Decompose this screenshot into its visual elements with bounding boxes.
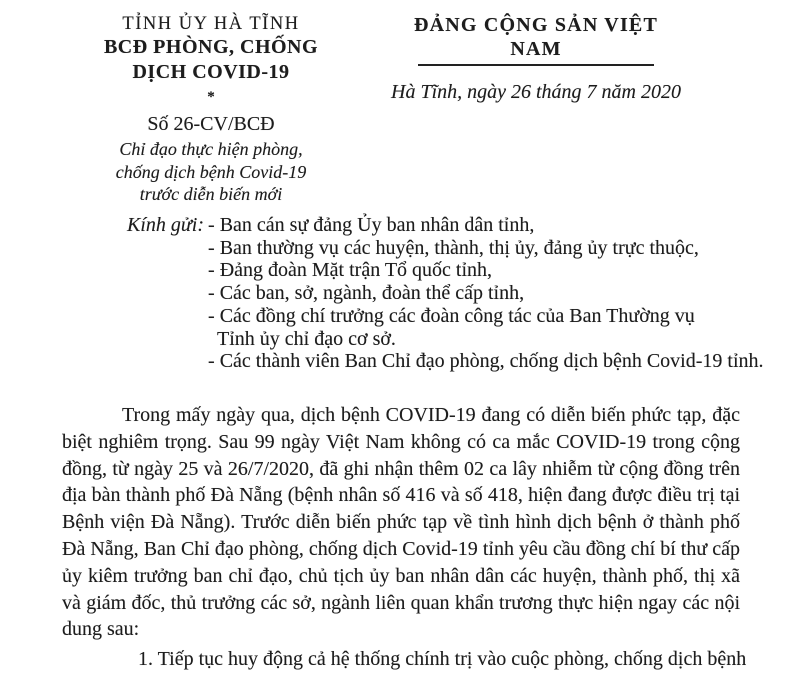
subject-line-1: Chỉ đạo thực hiện phòng,	[119, 139, 303, 159]
star-separator: *	[207, 89, 215, 105]
salutation-section	[127, 214, 777, 373]
place-date-line: Hà Tĩnh, ngày 26 tháng 7 năm 2020	[391, 81, 681, 103]
subject-line-2: chống dịch bệnh Covid-19	[115, 161, 307, 182]
national-header-block	[386, 13, 686, 104]
recipient-line-4: - Các ban, sở, ngành, đoàn thể cấp tỉnh,	[208, 282, 525, 305]
org-name-line: TỈNH ỦY HÀ TĨNH	[122, 14, 300, 34]
body-paragraph: Trong mấy ngày qua, dịch bệnh COVID-19 đang có diễn biến phức tạp, đặc biệt nghiêm trọng. Sau 99 ngày Việt Nam không có ca mắc COVID-19 trong cộng đồng, từ ngày 25 và 26/7/2020, đã ghi nhận thêm 02 ca lây nhiễm từ cộng đồng trên địa bàn thành phố Đà Nẵng (bệnh nhân số 416 và số 418, hiện đang được điều trị tại Bệnh viện Đà Nẵng). Trước diễn biến phức tạp về tình hình dịch bệnh ở thành phố Đà Nẵng, Ban Chỉ đạo phòng, chống dịch Covid-19 tỉnh yêu cầu đồng chí bí thư cấp ủy kiêm trưởng ban chỉ đạo, chủ tịch ủy ban nhân dân các huyện, thành phố, thị xã và giám đốc, thủ trưởng các sở, ngành liên quan khẩn trương thực hiện ngay các nội dung sau:	[62, 404, 740, 641]
recipient-line-5: - Các đồng chí trưởng các đoàn công tác của Ban Thường vụ	[208, 304, 695, 327]
header-underline-rule	[418, 64, 654, 66]
recipient-line-5-continuation: Tỉnh ủy chỉ đạo cơ sở.	[217, 327, 396, 350]
committee-name-line1: BCĐ PHÒNG, CHỐNG	[103, 36, 319, 58]
salutation-label: Kính gửi:	[127, 214, 205, 236]
recipient-line-6: - Các thành viên Ban Chỉ đạo phòng, chống dịch bệnh Covid-19 tỉnh.	[208, 350, 764, 373]
party-name-heading: ĐẢNG CỘNG SẢN VIỆT NAM	[413, 14, 659, 60]
recipient-line-1: - Ban cán sự đảng Ủy ban nhân dân tỉnh,	[208, 214, 535, 236]
recipient-line-2: - Ban thường vụ các huyện, thành, thị ủy, đảng ủy trực thuộc,	[208, 236, 699, 259]
document-number: Số 26-CV/BCĐ	[147, 113, 275, 135]
clipped-item-1-line: 1. Tiếp tục huy động cả hệ thống chính trị vào cuộc phòng, chống dịch bệnh	[138, 648, 747, 670]
committee-name-line2: DỊCH COVID-19	[132, 61, 290, 83]
issuing-org-block	[80, 13, 342, 206]
subject-line-3: trước diễn biến mới	[139, 184, 283, 204]
recipient-line-3: - Đảng đoàn Mặt trận Tổ quốc tỉnh,	[208, 259, 493, 282]
recipient-list	[208, 214, 763, 373]
document-subject	[80, 138, 342, 206]
